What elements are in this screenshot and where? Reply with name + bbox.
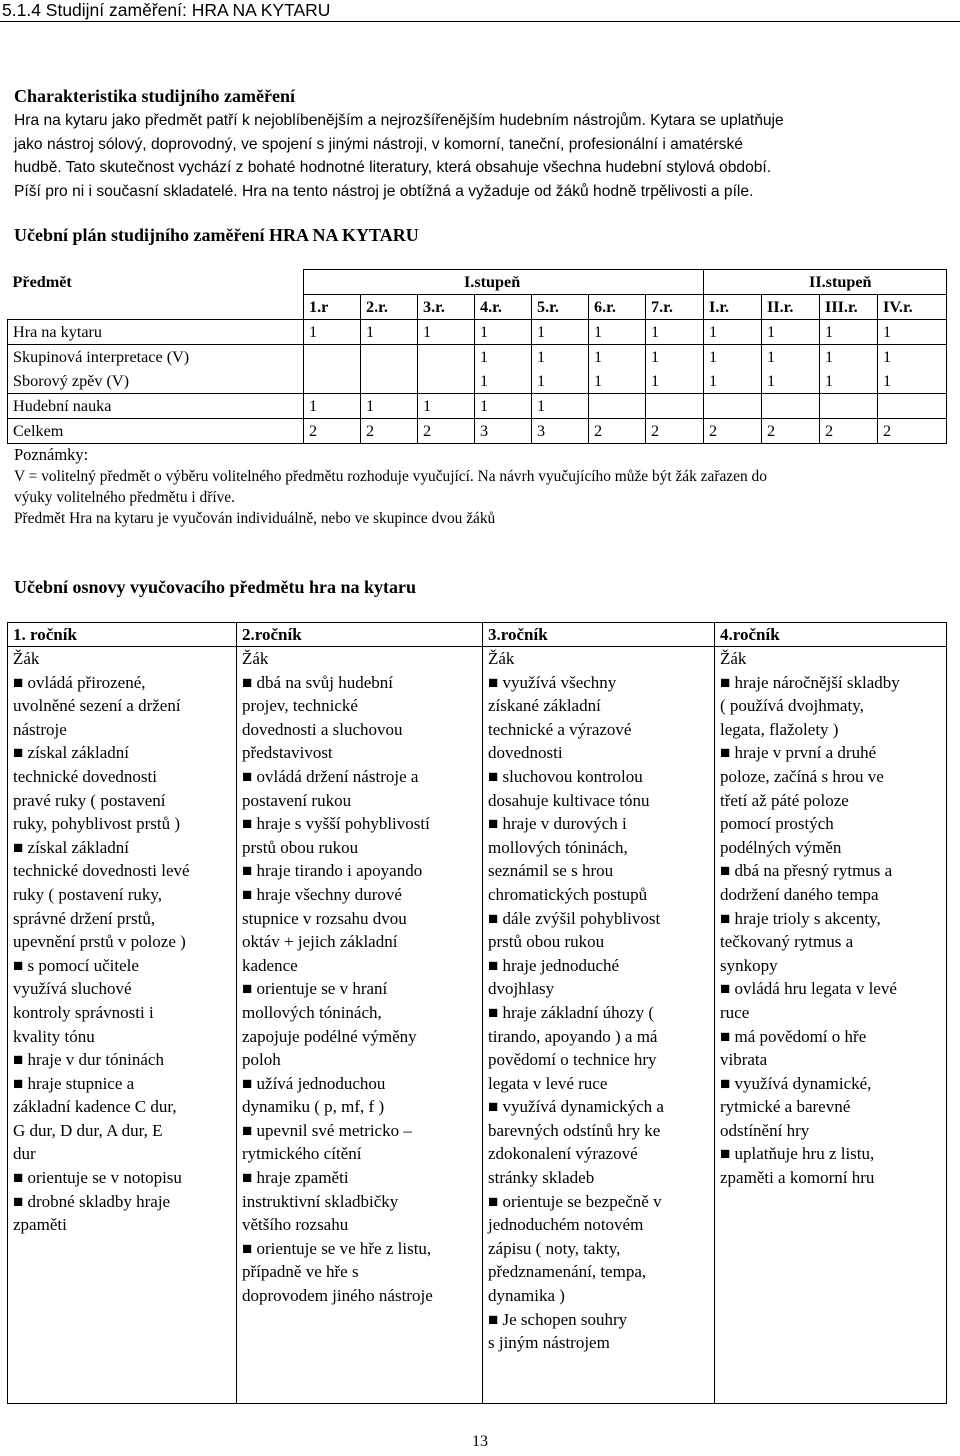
subject-name — [8, 345, 304, 394]
grade-content — [8, 647, 237, 1404]
outcome-line: ■ využívá dynamické, — [720, 1073, 872, 1093]
outcome-line: ■ hraje stupnice a — [13, 1073, 135, 1093]
outcome-line: mollových tóninách, — [242, 1002, 382, 1022]
outcome-line: podélných výměn — [720, 837, 842, 857]
hours-value: 1 — [709, 372, 718, 390]
hours-cell: 2 — [704, 419, 762, 444]
hours-cell — [532, 345, 589, 394]
outcome-line: prstů obou rukou — [488, 932, 605, 952]
outcome-line: stupnice v rozsahu dvou — [242, 908, 407, 928]
outcome-line: dynamiku ( p, mf, f ) — [242, 1097, 385, 1117]
outcome-line: ■ hraje s vyšší pohyblivostí — [242, 814, 430, 834]
empty-cell — [8, 295, 304, 320]
outcome-line: ■ orientuje se bezpečně v — [488, 1191, 662, 1211]
outcome-line: vibrata — [720, 1050, 768, 1070]
outcome-line: chromatických postupů — [488, 884, 648, 904]
hours-value: 1 — [651, 348, 660, 366]
hours-value: 1 — [537, 348, 546, 366]
hours-value: 1 — [651, 372, 660, 390]
outcome-line: zápisu ( noty, takty, — [488, 1238, 621, 1258]
outcome-line: instruktivní skladbičky — [242, 1191, 399, 1211]
outcome-line: upevnění prstů v poloze ) — [13, 932, 186, 952]
text-line: jako nástroj sólový, doprovodný, ve spojení s jinými nástroji, v komorní, taneční, profesionální i amatérské — [14, 135, 743, 153]
text-line: Hra na kytaru jako předmět patří k nejoblíbenějším a nejrozšířenějším hudebním nástrojům. Kytara se uplatňuje — [14, 112, 784, 129]
outcome-line: oktáv + jejich základní — [242, 932, 398, 952]
outcome-line: tečkovaný rytmus a — [720, 932, 854, 952]
outcome-line: zdokonalení výrazové — [488, 1144, 638, 1164]
year-header: 4.r. — [475, 295, 532, 320]
outcome-line: ( používá dvojhmaty, — [720, 696, 864, 716]
note-line: Předmět Hra na kytaru je vyučován individuálně, nebo ve skupince dvou žáků — [14, 510, 496, 527]
outcome-line: technické dovednosti levé — [13, 861, 190, 881]
table-row — [8, 320, 947, 345]
hours-cell: 1 — [475, 394, 532, 419]
outcome-line: ■ s pomocí učitele — [13, 955, 139, 975]
subject-header: Předmět — [12, 272, 72, 291]
hours-cell: 1 — [304, 394, 361, 419]
outcome-line: stránky skladeb — [488, 1168, 595, 1188]
grade-content — [237, 647, 483, 1404]
hours-cell — [475, 345, 532, 394]
outcome-line: ■ využívá všechny — [488, 672, 617, 692]
outcome-line: kadence — [242, 955, 298, 975]
grade-header: 2.ročník — [237, 623, 483, 647]
curriculum-title: Učební osnovy vyučovacího předmětu hra na kytaru — [14, 577, 417, 597]
outcome-line: většího rozsahu — [242, 1215, 349, 1235]
outcome-line: tirando, apoyando ) a má — [488, 1026, 658, 1046]
outcome-line: dynamika ) — [488, 1286, 565, 1306]
hours-cell: 1 — [878, 320, 947, 345]
outcome-line: ■ hraje v první a druhé — [720, 743, 877, 763]
outcome-line: postavení rukou — [242, 790, 352, 810]
page-number: 13 — [472, 1433, 488, 1450]
hours-value: 1 — [537, 372, 546, 390]
hours-cell — [646, 394, 704, 419]
outcome-line: ■ ovládá přirozené, — [13, 672, 146, 692]
hours-cell: 1 — [361, 320, 418, 345]
outcome-line: ■ hraje základní úhozy ( — [488, 1002, 655, 1022]
outcome-line: získané základní — [488, 696, 601, 716]
hours-value: 1 — [767, 348, 776, 366]
hours-value: 1 — [480, 372, 489, 390]
outcome-line: rytmického cítění — [242, 1144, 362, 1164]
outcome-line: zpaměti — [13, 1215, 67, 1235]
hours-cell — [878, 345, 947, 394]
hours-cell — [418, 345, 475, 394]
outcome-line: poloh — [242, 1050, 281, 1070]
outcome-line: ■ hraje náročnější skladby — [720, 672, 900, 692]
outcome-line: ruce — [720, 1002, 750, 1022]
year-header: II.r. — [762, 295, 820, 320]
hours-cell — [762, 345, 820, 394]
outcome-line: dodržení daného tempa — [720, 884, 879, 904]
outcome-line: ■ Je schopen souhry — [488, 1309, 628, 1329]
year-header: IV.r. — [878, 295, 947, 320]
outcome-line: G dur, D dur, A dur, E — [13, 1120, 163, 1140]
outcome-line: barevných odstínů hry ke — [488, 1120, 661, 1140]
grade-header: 4.ročník — [715, 623, 947, 647]
hours-cell: 3 — [532, 419, 589, 444]
outcome-line: dvojhlasy — [488, 979, 555, 999]
hours-cell — [704, 345, 762, 394]
subject-name: Hudební nauka — [8, 394, 304, 419]
hours-cell: 1 — [418, 394, 475, 419]
hours-cell: 2 — [304, 419, 361, 444]
outcome-line: ■ dbá na přesný rytmus a — [720, 861, 893, 881]
hours-value: 1 — [825, 348, 834, 366]
hours-cell: 2 — [646, 419, 704, 444]
hours-value: 1 — [709, 348, 718, 366]
outcome-line: legata v levé ruce — [488, 1073, 608, 1093]
outcome-line: představivost — [242, 743, 333, 763]
grade-content — [715, 647, 947, 1404]
hours-cell — [646, 345, 704, 394]
hours-value: 1 — [480, 348, 489, 366]
outcome-line: synkopy — [720, 955, 778, 975]
hours-cell — [361, 345, 418, 394]
grade-header: 3.ročník — [483, 623, 715, 647]
hours-value: 1 — [883, 348, 892, 366]
subject-name: Celkem — [8, 419, 304, 444]
notes-label: Poznámky: — [14, 445, 89, 464]
hours-value: 1 — [825, 372, 834, 390]
hours-value: 1 — [594, 348, 603, 366]
outcome-line: využívá sluchové — [13, 979, 132, 999]
subject-name-line: Sborový zpěv (V) — [13, 372, 129, 390]
subject-name: Hra na kytaru — [8, 320, 304, 345]
outcome-line: povědomí o technice hry — [488, 1050, 657, 1070]
hours-cell: 2 — [589, 419, 646, 444]
outcome-line: Žák — [720, 649, 747, 668]
outcome-line: odstínění hry — [720, 1120, 810, 1140]
outcome-line: ■ hraje zpaměti — [242, 1168, 349, 1188]
stage1-header: I.stupeň — [304, 270, 704, 295]
hours-cell: 1 — [704, 320, 762, 345]
stage2-header: II.stupeň — [704, 270, 947, 295]
hours-cell: 1 — [418, 320, 475, 345]
text-line: hudbě. Tato skutečnost vychází z bohaté hodnotné literatury, která obsahuje všechna hudební stylová období. — [14, 159, 772, 176]
outcome-line: ■ získal základní — [13, 837, 130, 857]
outcome-line: ■ dále zvýšil pohyblivost — [488, 908, 661, 928]
hours-cell: 1 — [304, 320, 361, 345]
hours-value: 1 — [767, 372, 776, 390]
hours-value: 1 — [883, 372, 892, 390]
outcome-line: technické a výrazové — [488, 719, 632, 739]
grade-header: 1. ročník — [8, 623, 237, 647]
outcome-line: doprovodem jiného nástroje — [242, 1286, 433, 1306]
year-header: 7.r. — [646, 295, 704, 320]
outcome-line: ■ užívá jednoduchou — [242, 1073, 386, 1093]
characteristics-title: Charakteristika studijního zaměření — [14, 86, 295, 106]
outcome-line: uvolněné sezení a držení — [13, 696, 181, 716]
hours-cell: 2 — [418, 419, 475, 444]
hours-cell — [704, 394, 762, 419]
outcome-line: ■ hraje v dur tóninách — [13, 1050, 164, 1070]
outcome-line: třetí až páté poloze — [720, 790, 849, 810]
outcome-line: nástroje — [13, 719, 67, 739]
year-header: 1.r — [304, 295, 361, 320]
hours-cell: 2 — [762, 419, 820, 444]
outcome-line: mollových tóninách, — [488, 837, 628, 857]
outcome-line: ■ upevnil své metricko – — [242, 1120, 412, 1140]
plan-notes — [14, 444, 949, 529]
outcome-line: zapojuje podélné výměny — [242, 1026, 417, 1046]
year-header: 2.r. — [361, 295, 418, 320]
outcome-line: dosahuje kultivace tónu — [488, 790, 650, 810]
hours-cell: 1 — [646, 320, 704, 345]
subject-name-line: Skupinová interpretace (V) — [13, 348, 190, 366]
characteristics-text — [14, 109, 944, 203]
hours-cell: 1 — [762, 320, 820, 345]
outcome-line: legata, flažolety ) — [720, 719, 839, 739]
outcome-line: základní kadence C dur, — [13, 1097, 177, 1117]
hours-value: 1 — [594, 372, 603, 390]
study-plan-table — [7, 269, 947, 444]
note-line: V = volitelný předmět o výběru volitelného předmětu rozhoduje vyučující. Na návrh vyučujícího může být žák zařazen do — [14, 468, 767, 485]
outcome-line: pravé ruky ( postavení — [13, 790, 166, 810]
outcome-line: kontroly správnosti i — [13, 1002, 154, 1022]
outcome-line: ■ sluchovou kontrolou — [488, 766, 643, 786]
outcome-line: ■ orientuje se v notopisu — [13, 1168, 182, 1188]
outcome-line: rytmické a barevné — [720, 1097, 851, 1117]
hours-cell: 3 — [475, 419, 532, 444]
hours-cell: 1 — [475, 320, 532, 345]
outcome-line: případně ve hře s — [242, 1262, 359, 1282]
outcome-line: ■ získal základní — [13, 743, 130, 763]
hours-cell — [589, 394, 646, 419]
outcome-line: ■ hraje v durových i — [488, 814, 627, 834]
outcome-line: ruky, pohyblivost prstů ) — [13, 814, 181, 834]
outcome-line: ■ orientuje se ve hře z listu, — [242, 1238, 432, 1258]
table-row — [8, 419, 947, 444]
outcome-line: ■ hraje všechny durové — [242, 884, 402, 904]
outcome-line: ■ má povědomí o hře — [720, 1026, 867, 1046]
table-row — [8, 345, 947, 394]
outcome-line: správné držení prstů, — [13, 908, 156, 928]
hours-cell: 1 — [589, 320, 646, 345]
outcome-line: technické dovednosti — [13, 766, 157, 786]
outcome-line: dovednosti a sluchovou — [242, 719, 403, 739]
year-header: III.r. — [820, 295, 878, 320]
outcome-line: ■ ovládá hru legata v levé — [720, 979, 897, 999]
hours-cell — [820, 394, 878, 419]
outcome-line: kvality tónu — [13, 1026, 95, 1046]
outcome-line: ■ drobné skladby hraje — [13, 1191, 171, 1211]
hours-cell — [304, 345, 361, 394]
outcome-line: Žák — [13, 649, 40, 668]
hours-cell — [878, 394, 947, 419]
hours-cell: 1 — [532, 320, 589, 345]
section-heading: 5.1.4 Studijní zaměření: HRA NA KYTARU — [0, 0, 960, 22]
outcome-line: ■ orientuje se v hraní — [242, 979, 388, 999]
table-row — [8, 394, 947, 419]
outcome-line: jednoduchém notovém — [488, 1215, 644, 1235]
hours-cell: 1 — [532, 394, 589, 419]
outcome-line: pomocí prostých — [720, 814, 834, 834]
plan-title: Učební plán studijního zaměření HRA NA KYTARU — [14, 225, 419, 245]
grade-content — [483, 647, 715, 1404]
outcome-line: Žák — [488, 649, 515, 668]
hours-cell: 1 — [361, 394, 418, 419]
outcome-line: ■ hraje tirando i apoyando — [242, 861, 423, 881]
outcome-line: dovednosti — [488, 743, 563, 763]
outcome-line: ■ dbá na svůj hudební — [242, 672, 393, 692]
note-line: výuky volitelného předmětu i dříve. — [14, 489, 235, 506]
outcome-line: s jiným nástrojem — [488, 1333, 610, 1353]
outcome-line: zpaměti a komorní hru — [720, 1168, 875, 1188]
outcome-line: ■ uplatňuje hru z listu, — [720, 1144, 875, 1164]
hours-cell: 2 — [878, 419, 947, 444]
year-header: 3.r. — [418, 295, 475, 320]
outcome-line: ■ hraje trioly s akcenty, — [720, 908, 881, 928]
year-header: 6.r. — [589, 295, 646, 320]
hours-cell — [762, 394, 820, 419]
curriculum-table — [7, 622, 947, 1404]
hours-cell: 1 — [820, 320, 878, 345]
outcome-line: seznámil se s hrou — [488, 861, 614, 881]
outcome-line: předznamenání, tempa, — [488, 1262, 647, 1282]
outcome-line: ruky ( postavení ruky, — [13, 884, 163, 904]
outcome-line: projev, technické — [242, 696, 358, 716]
year-header: I.r. — [704, 295, 762, 320]
outcome-line: ■ ovládá držení nástroje a — [242, 766, 419, 786]
text-line: Píší pro ni i současní skladatelé. Hra na tento nástroj je obtížná a vyžaduje od žáků hodně trpělivosti a píle. — [14, 182, 754, 200]
hours-cell: 2 — [361, 419, 418, 444]
outcome-line: Žák — [242, 649, 269, 668]
outcome-line: poloze, začíná s hrou ve — [720, 766, 884, 786]
outcome-line: ■ hraje jednoduché — [488, 955, 620, 975]
outcome-line: dur — [13, 1144, 36, 1164]
year-header: 5.r. — [532, 295, 589, 320]
outcome-line: prstů obou rukou — [242, 837, 359, 857]
outcome-line: ■ využívá dynamických a — [488, 1097, 664, 1117]
hours-cell — [820, 345, 878, 394]
hours-cell: 2 — [820, 419, 878, 444]
hours-cell — [589, 345, 646, 394]
